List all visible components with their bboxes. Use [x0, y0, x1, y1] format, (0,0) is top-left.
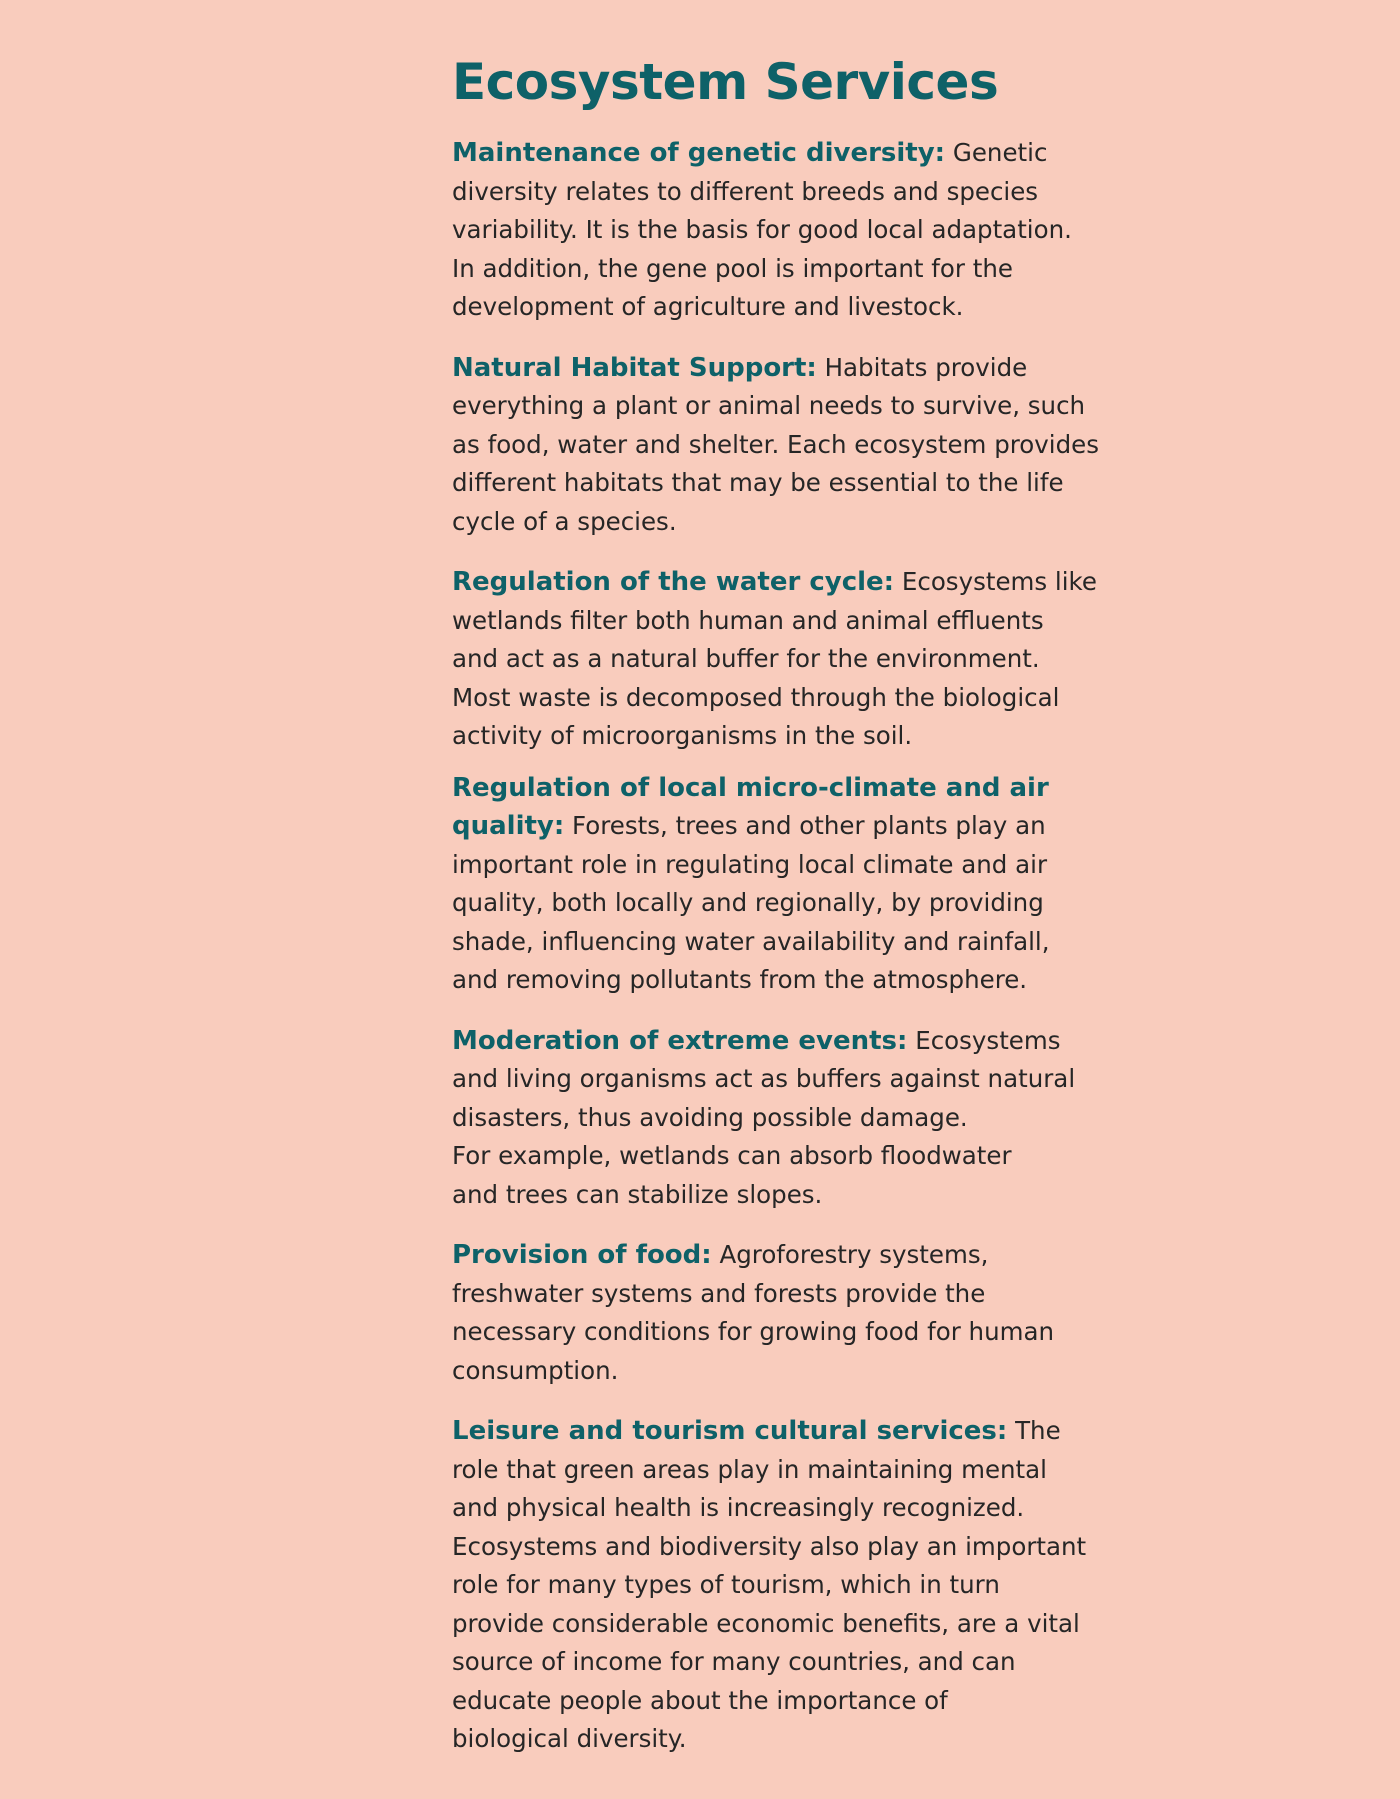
section-line: source of income for many countries, and can	[452, 1647, 1016, 1676]
section-line	[452, 1236, 1088, 1275]
section-line: as food, water and shelter. Each ecosystem provides	[452, 429, 1099, 459]
section-text: Forests, trees and other plants play an	[564, 811, 1046, 840]
section-line	[452, 349, 1088, 388]
section-genetic-diversity	[452, 134, 1088, 327]
section-text: Ecosystems	[907, 1025, 1061, 1055]
section-line: diversity relates to different breeds and species	[452, 176, 1039, 206]
section-micro-climate	[452, 769, 1088, 1000]
section-line: Most waste is decomposed through the biological	[452, 682, 1060, 712]
page-title: Ecosystem Services	[452, 53, 999, 111]
section-water-cycle	[452, 563, 1097, 756]
section-term: quality:	[452, 811, 565, 841]
section-line: and removing pollutants from the atmosphere.	[452, 965, 1028, 994]
section-line: Ecosystems and biodiversity also play an important	[452, 1531, 1087, 1561]
section-text: Agroforestry systems,	[711, 1240, 989, 1269]
section-term: Natural Habitat Support:	[452, 352, 817, 383]
section-line: For example, wetlands can absorb floodwater	[452, 1141, 1012, 1170]
section-text: Ecosystems like	[894, 567, 1097, 596]
section-line: wetlands filter both human and animal effluents	[452, 605, 1044, 635]
section-text: Genetic	[945, 138, 1048, 167]
section-text: The	[1007, 1416, 1061, 1445]
section-line	[452, 563, 1097, 602]
section-term: Provision of food:	[452, 1240, 712, 1270]
section-term: Maintenance of genetic diversity:	[452, 138, 946, 168]
section-line: development of agriculture and livestock.	[452, 292, 964, 321]
section-line: In addition, the gene pool is important for the	[452, 253, 1013, 283]
section-line: consumption.	[452, 1355, 619, 1385]
section-food-provision	[452, 1236, 1088, 1390]
section-line: different habitats that may be essential to the life	[452, 468, 1064, 497]
document-body	[452, 48, 1099, 1759]
section-line	[452, 134, 1088, 173]
section-line: disasters, thus avoiding possible damage.	[452, 1102, 968, 1132]
section-term: Regulation of the water cycle:	[452, 567, 895, 597]
section-line: role for many types of tourism, which in turn	[452, 1570, 1000, 1599]
section-line: everything a plant or animal needs to survive, such	[452, 391, 1086, 420]
section-line: freshwater systems and forests provide the	[452, 1278, 986, 1308]
section-line	[452, 769, 1088, 808]
section-extreme-events	[452, 1022, 1088, 1215]
section-line: role that green areas play in maintaining mental	[452, 1454, 1047, 1484]
section-leisure-tourism	[452, 1412, 1088, 1759]
section-line: quality, both locally and regionally, by providing	[452, 888, 1044, 917]
section-line: and trees can stabilize slopes.	[452, 1179, 823, 1209]
section-text: Habitats provide	[816, 352, 1028, 382]
section-line: provide considerable economic benefits, are a vital	[452, 1608, 1080, 1638]
section-term: Regulation of local micro-climate and air	[452, 772, 1049, 803]
section-line: and physical health is increasingly recognized.	[452, 1493, 1025, 1522]
section-line: and living organisms act as buffers against natural	[452, 1064, 1076, 1093]
section-term: Moderation of extreme events:	[452, 1025, 908, 1056]
section-line: variability. It is the basis for good local adaptation.	[452, 215, 1072, 244]
section-term: Leisure and tourism cultural services:	[452, 1416, 1008, 1446]
section-line: and act as a natural buffer for the environment.	[452, 644, 1040, 673]
section-habitat-support	[452, 349, 1099, 542]
section-line: activity of microorganisms in the soil.	[452, 721, 913, 750]
section-line: biological diversity.	[452, 1724, 687, 1753]
section-line: important role in regulating local climate and air	[452, 849, 1048, 879]
section-line	[452, 1412, 1088, 1451]
section-line: educate people about the importance of	[452, 1685, 948, 1715]
section-line: necessary conditions for growing food for human	[452, 1317, 1055, 1346]
section-line	[452, 1022, 1088, 1061]
section-line	[452, 807, 1088, 846]
section-line: cycle of a species.	[452, 506, 677, 536]
section-line: shade, influencing water availability and rainfall,	[452, 926, 1050, 956]
